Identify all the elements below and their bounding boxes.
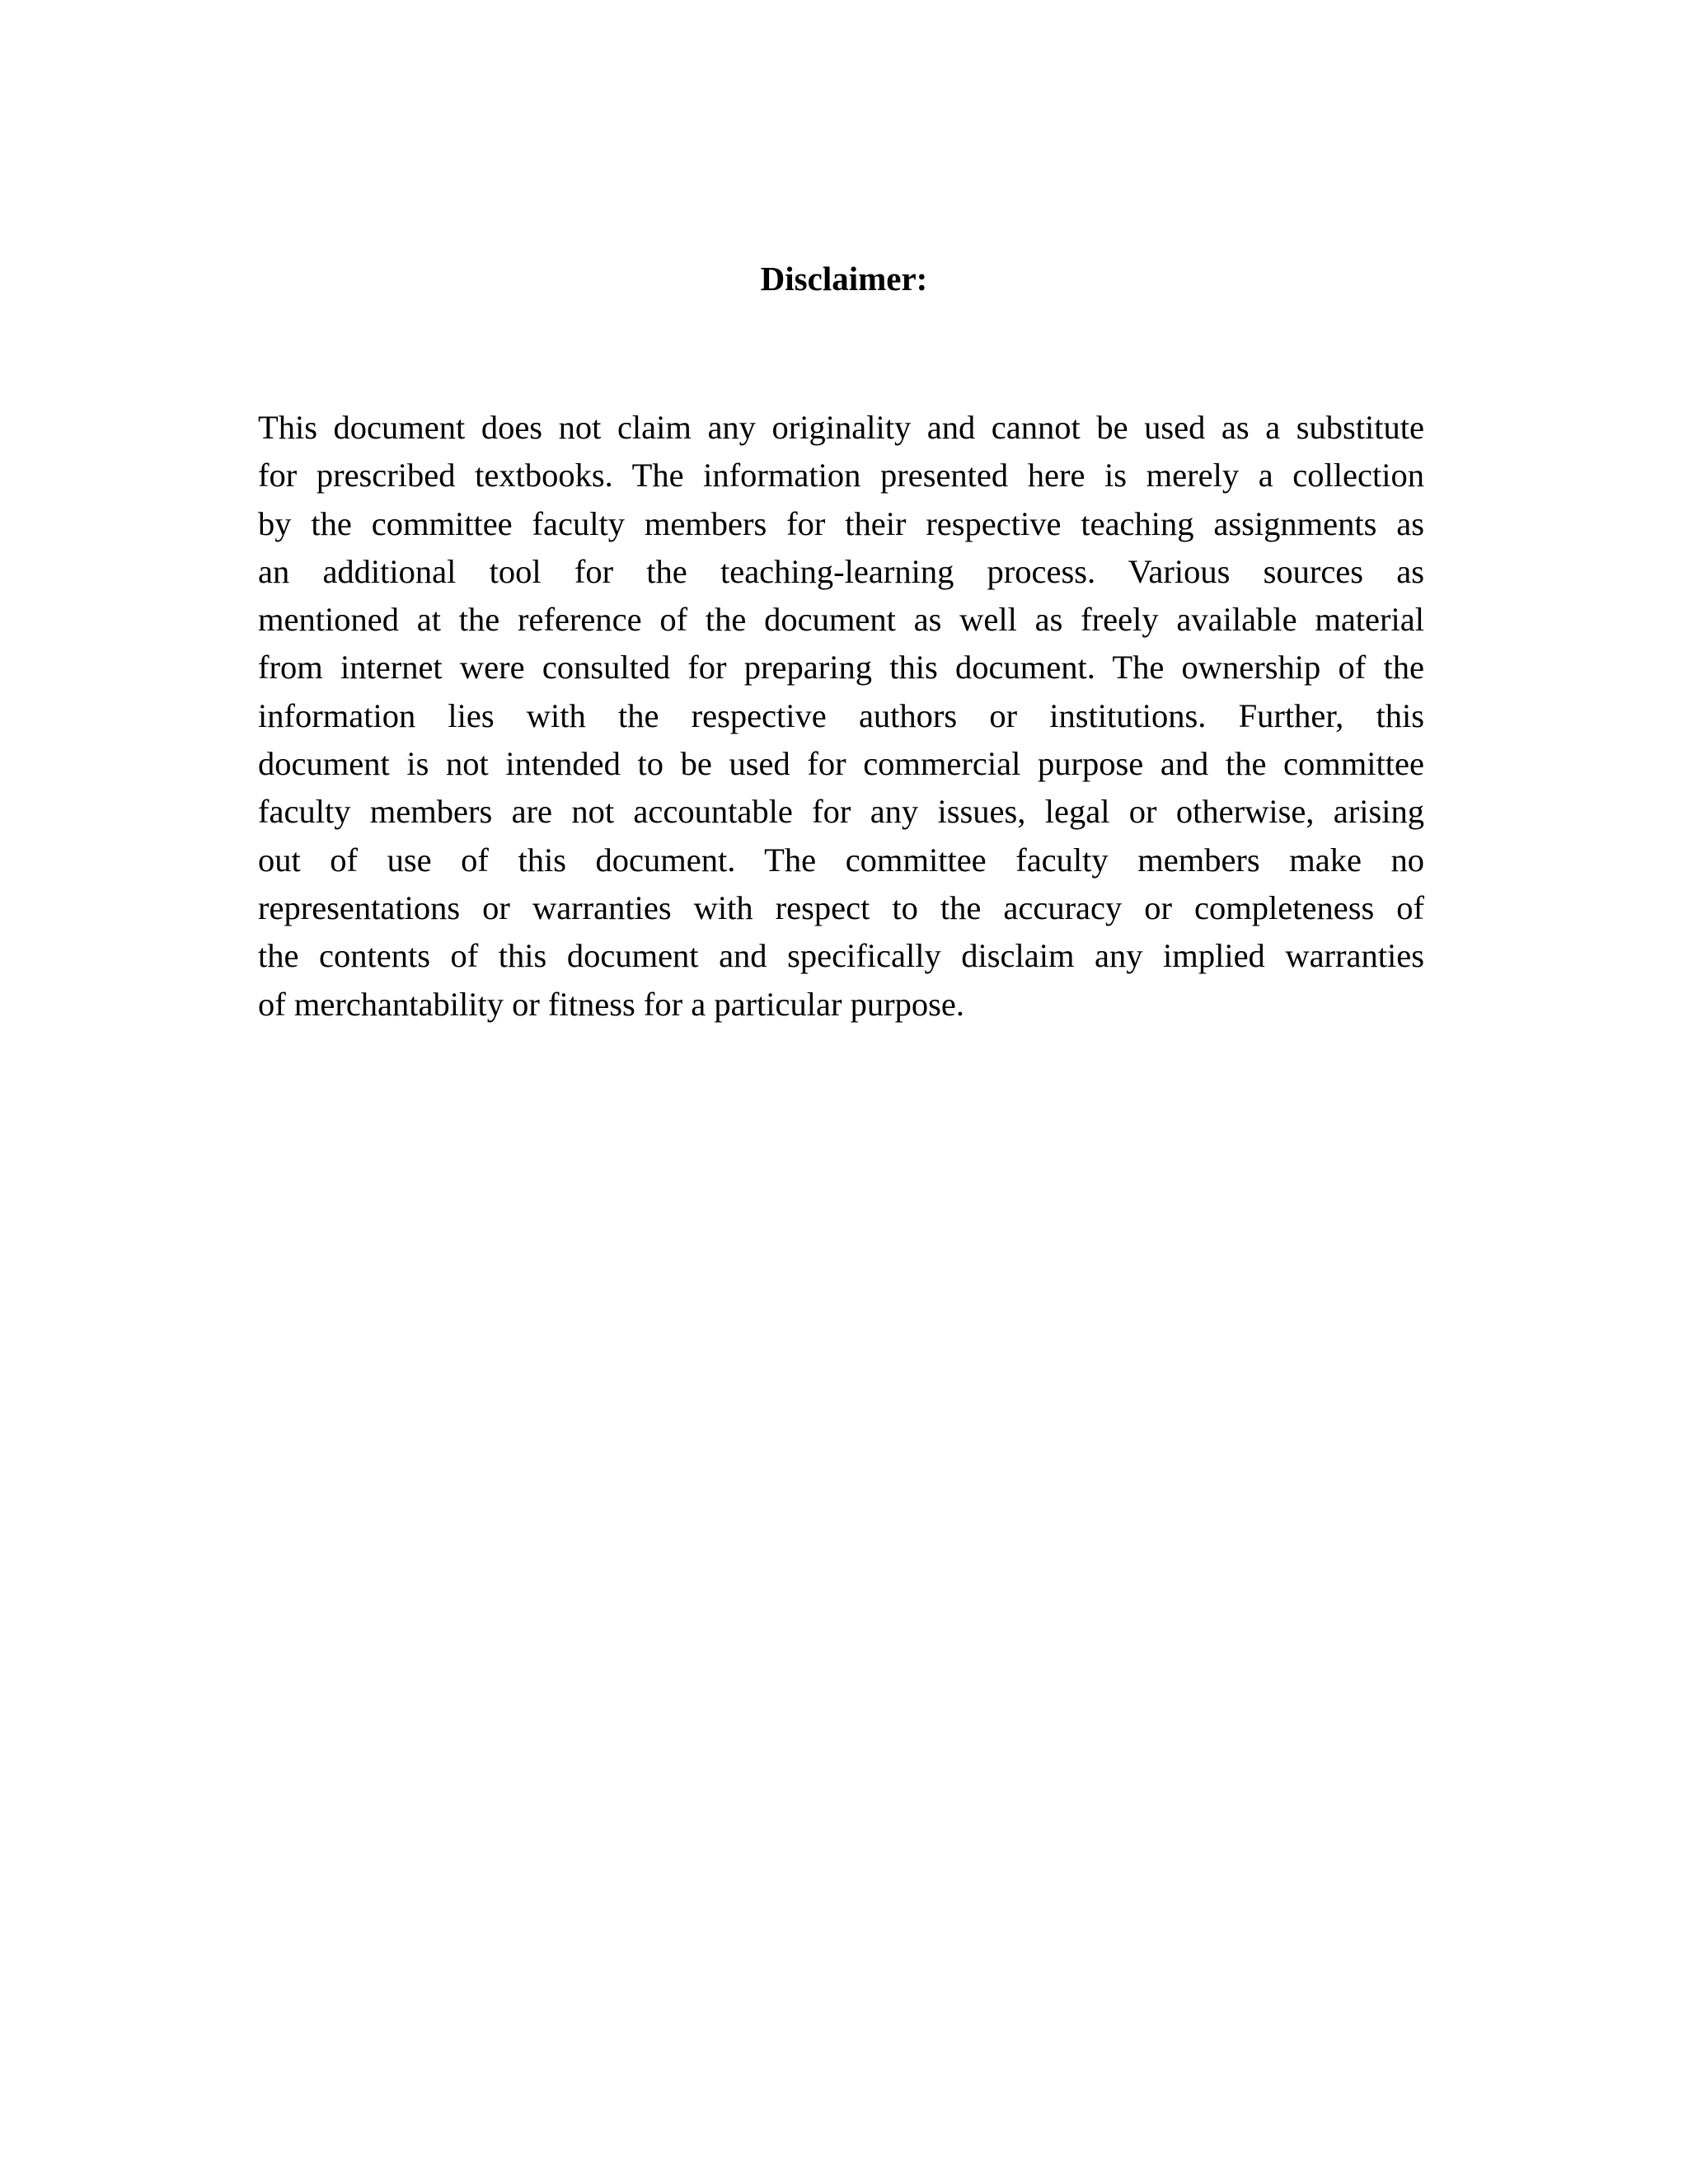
paragraph-line: from internet were consulted for preparing this document. The ownership of the <box>258 649 1424 687</box>
paragraph-line: information lies with the respective authors or institutions. Further, this <box>258 696 1424 734</box>
paragraph-line: representations or warranties with respect to the accuracy or completeness of <box>258 888 1424 926</box>
paragraph-line: for prescribed textbooks. The information presented here is merely a collection <box>258 457 1424 494</box>
disclaimer-heading: Disclaimer: <box>760 260 928 298</box>
paragraph-line: document is not intended to be used for commercial purpose and the committee <box>258 745 1424 783</box>
paragraph-line: This document does not claim any originality and cannot be used as a substitute <box>258 409 1424 446</box>
paragraph-line: of merchantability or fitness for a particular purpose. <box>258 985 964 1023</box>
paragraph-line: mentioned at the reference of the document as well as freely available material <box>258 601 1424 639</box>
disclaimer-paragraph <box>258 404 1424 1029</box>
paragraph-line: by the committee faculty members for their respective teaching assignments as <box>258 504 1424 542</box>
paragraph-line: out of use of this document. The committee faculty members make no <box>258 841 1424 879</box>
paragraph-line: faculty members are not accountable for any issues, legal or otherwise, arising <box>258 793 1424 831</box>
paragraph-line: an additional tool for the teaching-learning process. Various sources as <box>258 552 1424 590</box>
paragraph-line: the contents of this document and specifically disclaim any implied warranties <box>258 937 1424 975</box>
